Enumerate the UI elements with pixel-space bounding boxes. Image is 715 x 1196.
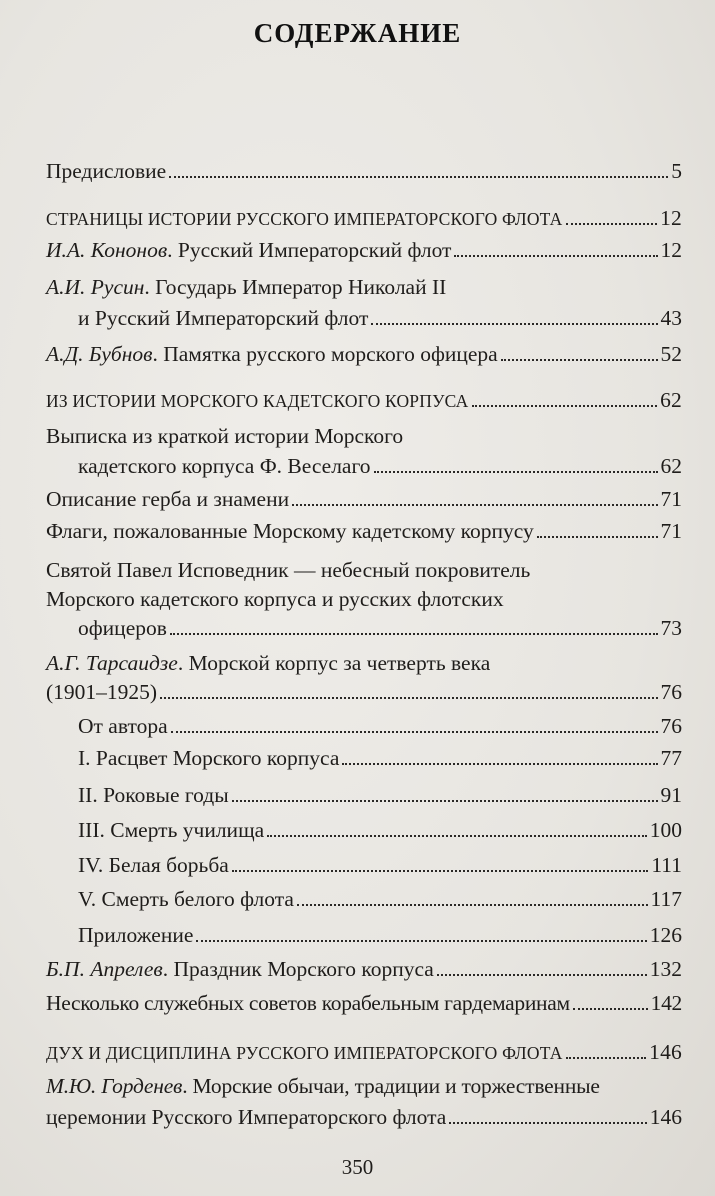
toc-entry-title-line1: Святой Павел Исповедник — небесный покровитель <box>46 558 531 582</box>
toc-entry-title: Приложение <box>78 923 194 947</box>
dot-leader <box>170 633 658 635</box>
toc-entry-title: (1901–1925) <box>46 680 158 704</box>
toc-section-heading <box>46 385 682 416</box>
toc-entry-gerb <box>46 484 682 514</box>
toc-entry-title: . Памятка русского морского офицера <box>152 342 498 366</box>
toc-author: А.Г. Тарсаидзе <box>46 651 178 675</box>
toc-entry-title: ИЗ ИСТОРИИ МОРСКОГО КАДЕТСКОГО КОРПУСА <box>46 391 469 411</box>
dot-leader <box>297 904 648 906</box>
toc-page-number: 71 <box>660 487 682 511</box>
toc-subentry <box>78 884 682 914</box>
toc-entry-title: II. Роковые годы <box>78 783 229 807</box>
toc-entry-aprelev <box>46 954 682 984</box>
toc-entry-title-line1: . Государь Император Николай II <box>144 275 447 299</box>
toc-author: М.Ю. Горденев <box>46 1074 183 1098</box>
toc-author: И.А. Кононов <box>46 238 168 262</box>
dot-leader <box>437 974 647 976</box>
toc-entry-title: церемонии Русского Императорского флота <box>46 1105 447 1129</box>
toc-author: Б.П. Апрелев <box>46 957 163 981</box>
toc-subentry <box>78 850 682 880</box>
dot-leader <box>501 359 658 361</box>
toc-page-number: 77 <box>660 746 682 770</box>
toc-entry-title-line2: Морского кадетского корпуса и русских флотских <box>46 587 504 611</box>
toc-entry-title: офицеров <box>78 616 167 640</box>
toc-subentry <box>78 743 682 773</box>
toc-entry-title: ДУХ И ДИСЦИПЛИНА РУССКОГО ИМПЕРАТОРСКОГО ФЛОТА <box>46 1043 563 1063</box>
dot-leader <box>169 176 668 178</box>
toc-entry-title: I. Расцвет Морского корпуса <box>78 746 340 770</box>
toc-page-number: 5 <box>671 159 682 183</box>
toc-entry-title: Флаги, пожалованные Морскому кадетскому корпусу <box>46 519 534 543</box>
toc-entry-title: . Праздник Морского корпуса <box>162 957 434 981</box>
dot-leader <box>537 536 658 538</box>
toc-entry-flags <box>46 516 682 546</box>
toc-page-number: 111 <box>651 853 682 877</box>
dot-leader <box>472 405 658 407</box>
toc-entry-gordenev <box>46 1102 682 1132</box>
dot-leader <box>566 223 658 225</box>
toc-page-number: 71 <box>660 519 682 543</box>
toc-page-number: 126 <box>649 923 682 947</box>
toc-entry-sovety <box>46 988 682 1018</box>
toc-entry-title: Предисловие <box>46 159 167 183</box>
toc-entry-title-line1: . Морской корпус за четверть века <box>177 651 491 675</box>
dot-leader <box>196 940 646 942</box>
dot-leader <box>449 1122 646 1124</box>
toc-entry-title: От автора <box>78 714 168 738</box>
toc-page-number: 117 <box>650 887 682 911</box>
toc-page-number: 76 <box>660 714 682 738</box>
toc-entry-preface <box>46 156 682 186</box>
toc-entry-title: и Русский Императорский флот <box>78 306 369 330</box>
toc-page-number: 73 <box>660 616 682 640</box>
dot-leader <box>160 697 657 699</box>
toc-page-number: 43 <box>660 306 682 330</box>
dot-leader <box>232 870 649 872</box>
toc-author: А.И. Русин <box>46 275 145 299</box>
toc-subentry <box>78 815 682 845</box>
toc-entry-title: . Русский Императорский флот <box>167 238 452 262</box>
toc-entry-rusin-line1 <box>46 272 446 302</box>
toc-page-number: 62 <box>660 454 682 478</box>
dot-leader <box>454 255 657 257</box>
toc-entry-title: III. Смерть училища <box>78 818 265 842</box>
toc-page-number: 76 <box>660 680 682 704</box>
toc-entry-tarsaidze <box>46 677 682 707</box>
toc-page-number: 62 <box>660 388 682 412</box>
dot-leader <box>573 1008 648 1010</box>
toc-entry-pavel-line2 <box>46 584 504 614</box>
toc-subentry <box>78 780 682 810</box>
dot-leader <box>566 1057 647 1059</box>
dot-leader <box>267 835 647 837</box>
toc-entry-kononov <box>46 235 682 265</box>
dot-leader <box>374 471 658 473</box>
dot-leader <box>292 504 657 506</box>
dot-leader <box>232 800 658 802</box>
toc-entry-gordenev-line1 <box>46 1071 600 1101</box>
page-title: СОДЕРЖАНИЕ <box>253 18 462 48</box>
toc-entry-rusin <box>78 303 682 333</box>
toc-entry-veselago-line1 <box>46 421 403 451</box>
toc-entry-title: СТРАНИЦЫ ИСТОРИИ РУССКОГО ИМПЕРАТОРСКОГО ФЛОТА <box>46 209 563 229</box>
toc-entry-veselago <box>78 451 682 481</box>
toc-entry-title-line1: Выписка из краткой истории Морского <box>46 424 404 448</box>
toc-page-number: 52 <box>660 342 682 366</box>
toc-entry-bubnov <box>46 339 682 369</box>
toc-entry-tarsaidze-line1 <box>46 648 490 678</box>
dot-leader <box>171 731 658 733</box>
toc-entry-title: кадетского корпуса Ф. Веселаго <box>78 454 371 478</box>
toc-entry-pavel-line1 <box>46 555 530 585</box>
toc-author: А.Д. Бубнов <box>46 342 153 366</box>
toc-entry-title-line1: . Морские обычаи, традиции и торжественные <box>182 1074 600 1098</box>
toc-page-number: 146 <box>649 1105 682 1129</box>
toc-entry-title: IV. Белая борьба <box>78 853 229 877</box>
toc-page-number: 100 <box>649 818 682 842</box>
toc-entry-title: V. Смерть белого флота <box>78 887 294 911</box>
toc-page-number: 132 <box>649 957 682 981</box>
toc-page-number: 91 <box>660 783 682 807</box>
toc-entry-pavel <box>78 613 682 643</box>
toc-section-heading <box>46 1037 682 1068</box>
toc-page-number: 12 <box>660 206 682 230</box>
toc-section-heading <box>46 203 682 234</box>
toc-subentry <box>78 920 682 950</box>
toc-entry-title: Несколько служебных советов корабельным гардемаринам <box>46 991 570 1015</box>
toc-subentry <box>78 711 682 741</box>
toc-page-number: 142 <box>650 991 682 1015</box>
dot-leader <box>342 763 657 765</box>
page-number-footer: 350 <box>341 1155 374 1179</box>
toc-page-number: 12 <box>660 238 682 262</box>
dot-leader <box>371 323 657 325</box>
toc-entry-title: Описание герба и знамени <box>46 487 290 511</box>
toc-page-number: 146 <box>649 1040 682 1064</box>
